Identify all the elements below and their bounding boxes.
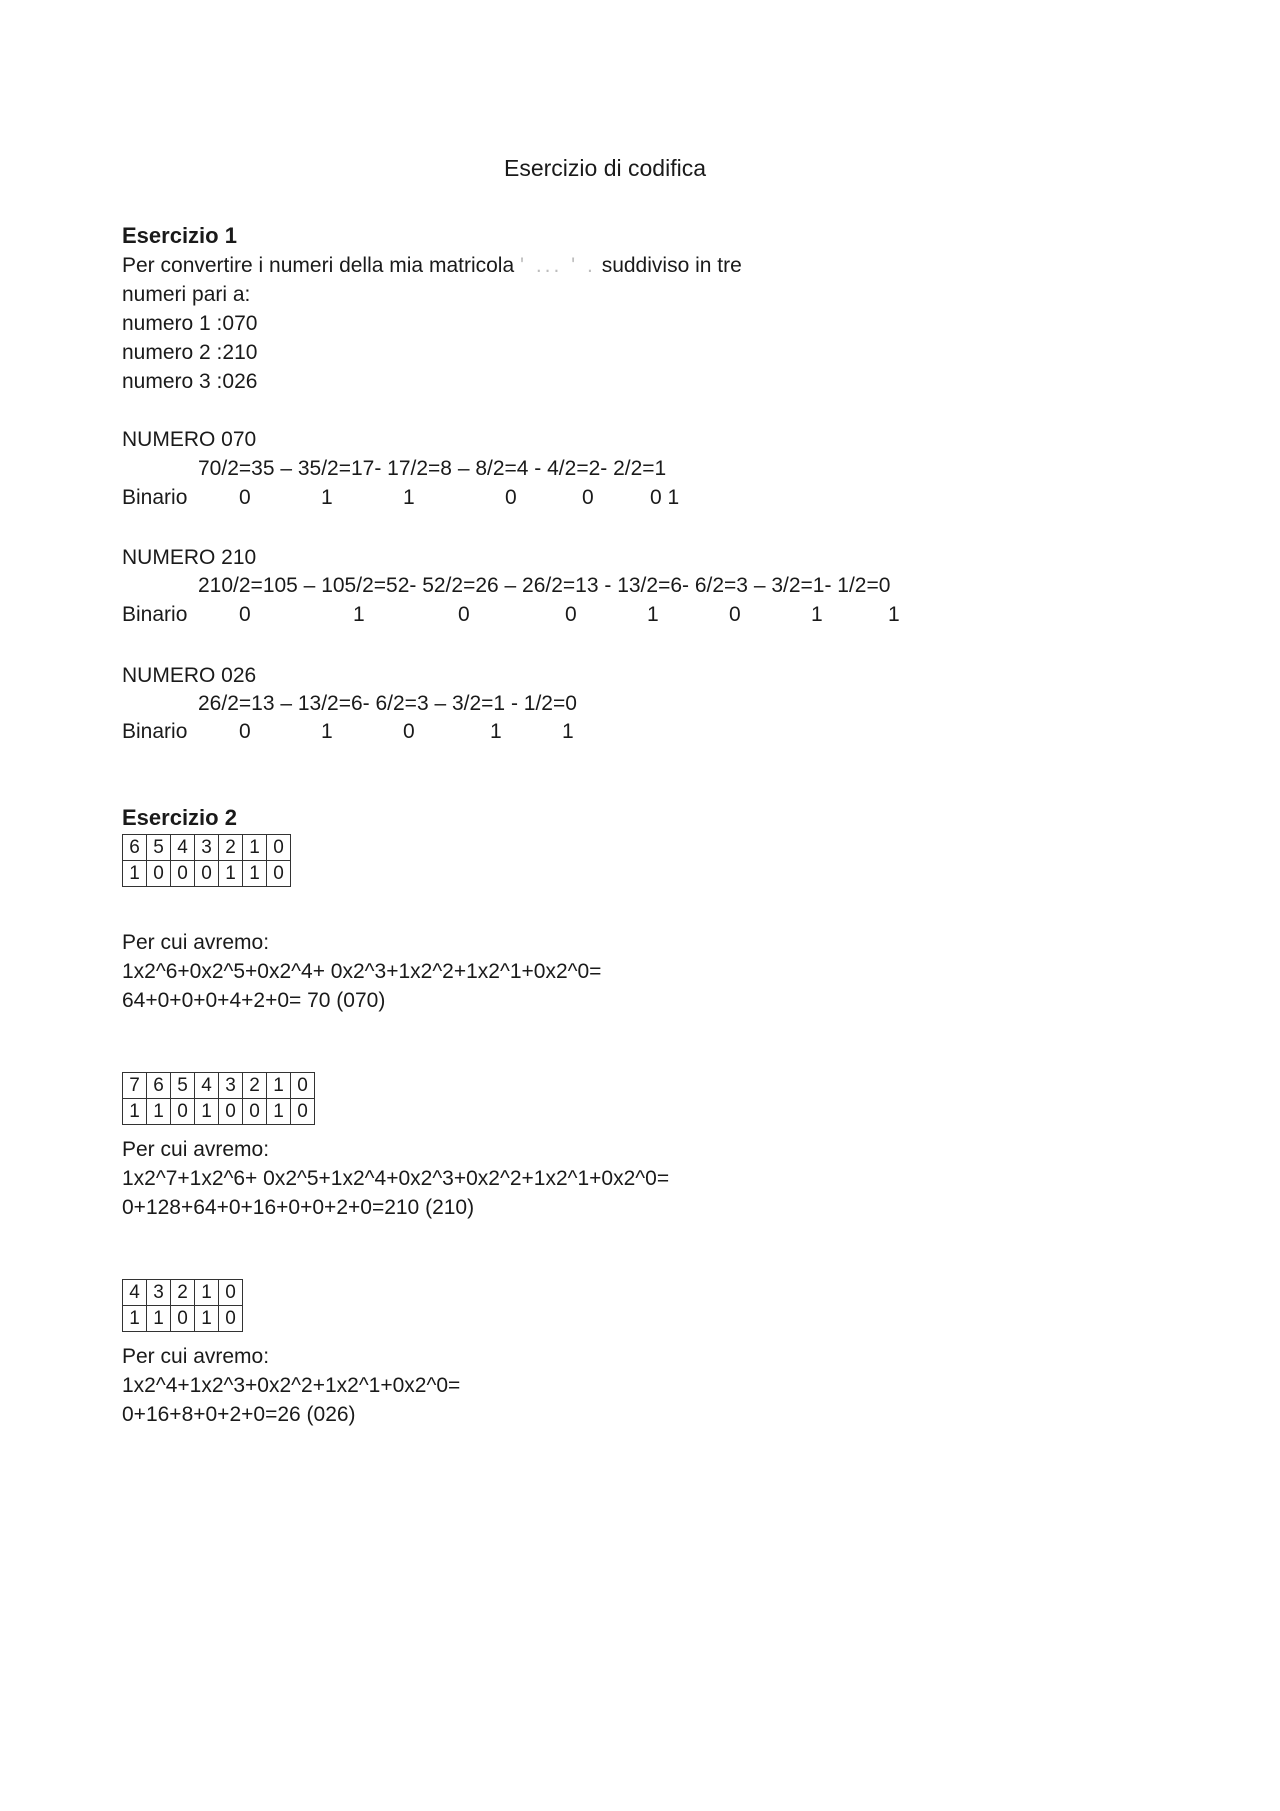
caption-210: Per cui avremo: [122, 1138, 270, 1161]
table-cell: 4 [171, 835, 195, 861]
binary-digit: 0 [403, 720, 415, 743]
table-cell: 5 [147, 835, 171, 861]
binary-digit: 1 [353, 603, 365, 626]
result-070: 64+0+0+0+4+2+0= 70 (070) [122, 989, 386, 1012]
binary-digit: 0 [239, 603, 251, 626]
binary-digit: 0 [239, 720, 251, 743]
formula-210: 1x2^7+1x2^6+ 0x2^5+1x2^4+0x2^3+0x2^2+1x2^1+0x2^0= [122, 1167, 670, 1190]
table-cell: 1 [267, 1099, 291, 1125]
table-cell: 3 [219, 1073, 243, 1099]
table-cell: 0 [147, 861, 171, 887]
exercise-1-heading: Esercizio 1 [122, 223, 237, 248]
table-cell: 1 [267, 1073, 291, 1099]
exercise-2-heading: Esercizio 2 [122, 805, 237, 830]
table-cell: 0 [171, 1099, 195, 1125]
intro-line-1 [122, 251, 742, 280]
binary-digit: 0 [458, 603, 470, 626]
table-row-positions [123, 1073, 315, 1099]
binary-digit: 1 [647, 603, 659, 626]
number-026-label: NUMERO 026 [122, 664, 257, 687]
intro-text-b: suddiviso in tre [601, 254, 742, 277]
bit-position-table-026 [122, 1279, 243, 1332]
table-cell: 1 [123, 1099, 147, 1125]
number-070-binario-label: Binario [122, 486, 188, 509]
table-cell: 4 [123, 1280, 147, 1306]
table-cell: 0 [267, 835, 291, 861]
number-item-3: numero 3 :026 [122, 370, 258, 393]
table-cell: 1 [123, 1306, 147, 1332]
intro-text-a: Per convertire i numeri della mia matricola [122, 254, 515, 277]
number-070-division: 70/2=35 – 35/2=17- 17/2=8 – 8/2=4 - 4/2=2- 2/2=1 [198, 457, 667, 480]
table-row-bits [123, 861, 291, 887]
caption-026: Per cui avremo: [122, 1345, 270, 1368]
formula-070: 1x2^6+0x2^5+0x2^4+ 0x2^3+1x2^2+1x2^1+0x2^0= [122, 960, 602, 983]
number-210-label: NUMERO 210 [122, 546, 257, 569]
binary-digit: 1 [811, 603, 823, 626]
table-cell: 3 [147, 1280, 171, 1306]
table-cell: 0 [291, 1073, 315, 1099]
table-cell: 0 [195, 861, 219, 887]
table-cell: 0 [219, 1280, 243, 1306]
table-cell: 5 [171, 1073, 195, 1099]
table-cell: 1 [147, 1306, 171, 1332]
number-item-1: numero 1 :070 [122, 312, 258, 335]
intro-line-2: numeri pari a: [122, 283, 251, 306]
binary-digit: 1 [490, 720, 502, 743]
table-cell: 7 [123, 1073, 147, 1099]
bit-position-table-070 [122, 834, 291, 887]
table-cell: 1 [243, 861, 267, 887]
table-cell: 1 [219, 861, 243, 887]
table-cell: 6 [123, 835, 147, 861]
table-cell: 1 [195, 1280, 219, 1306]
number-026-binario-label: Binario [122, 720, 188, 743]
table-cell: 6 [147, 1073, 171, 1099]
caption-070: Per cui avremo: [122, 931, 270, 954]
table-cell: 0 [243, 1099, 267, 1125]
binary-digit: 0 [565, 603, 577, 626]
table-cell: 1 [243, 835, 267, 861]
table-cell: 0 [219, 1099, 243, 1125]
table-row-bits [123, 1306, 243, 1332]
binary-digit: 1 [321, 720, 333, 743]
table-cell: 1 [147, 1099, 171, 1125]
table-cell: 0 [171, 861, 195, 887]
table-cell: 0 [267, 861, 291, 887]
table-cell: 1 [195, 1306, 219, 1332]
table-row-bits [123, 1099, 315, 1125]
table-cell: 2 [171, 1280, 195, 1306]
table-row-positions [123, 835, 291, 861]
binary-digit: 0 [729, 603, 741, 626]
table-cell: 0 [291, 1099, 315, 1125]
binary-digit: 1 [888, 603, 900, 626]
binary-digit: 1 [562, 720, 574, 743]
result-026: 0+16+8+0+2+0=26 (026) [122, 1403, 356, 1426]
binary-digit: 0 [239, 486, 251, 509]
result-210: 0+128+64+0+16+0+0+2+0=210 (210) [122, 1196, 475, 1219]
bit-position-table-210 [122, 1072, 315, 1125]
table-row-positions [123, 1280, 243, 1306]
redacted-matricola: ' ... ' . [519, 254, 596, 277]
table-cell: 1 [123, 861, 147, 887]
number-item-2: numero 2 :210 [122, 341, 258, 364]
table-cell: 0 [219, 1306, 243, 1332]
number-210-division: 210/2=105 – 105/2=52- 52/2=26 – 26/2=13 - 13/2=6- 6/2=3 – 3/2=1- 1/2=0 [198, 574, 891, 597]
table-cell: 2 [243, 1073, 267, 1099]
table-cell: 4 [195, 1073, 219, 1099]
binary-digit: 1 [403, 486, 415, 509]
table-cell: 0 [171, 1306, 195, 1332]
number-070-label: NUMERO 070 [122, 428, 257, 451]
number-210-binario-label: Binario [122, 603, 188, 626]
binary-digit: 0 1 [650, 486, 680, 509]
document-title: Esercizio di codifica [504, 155, 706, 181]
table-cell: 2 [219, 835, 243, 861]
table-cell: 3 [195, 835, 219, 861]
number-026-division: 26/2=13 – 13/2=6- 6/2=3 – 3/2=1 - 1/2=0 [198, 692, 577, 715]
binary-digit: 1 [321, 486, 333, 509]
binary-digit: 0 [582, 486, 594, 509]
binary-digit: 0 [505, 486, 517, 509]
table-cell: 1 [195, 1099, 219, 1125]
formula-026: 1x2^4+1x2^3+0x2^2+1x2^1+0x2^0= [122, 1374, 461, 1397]
